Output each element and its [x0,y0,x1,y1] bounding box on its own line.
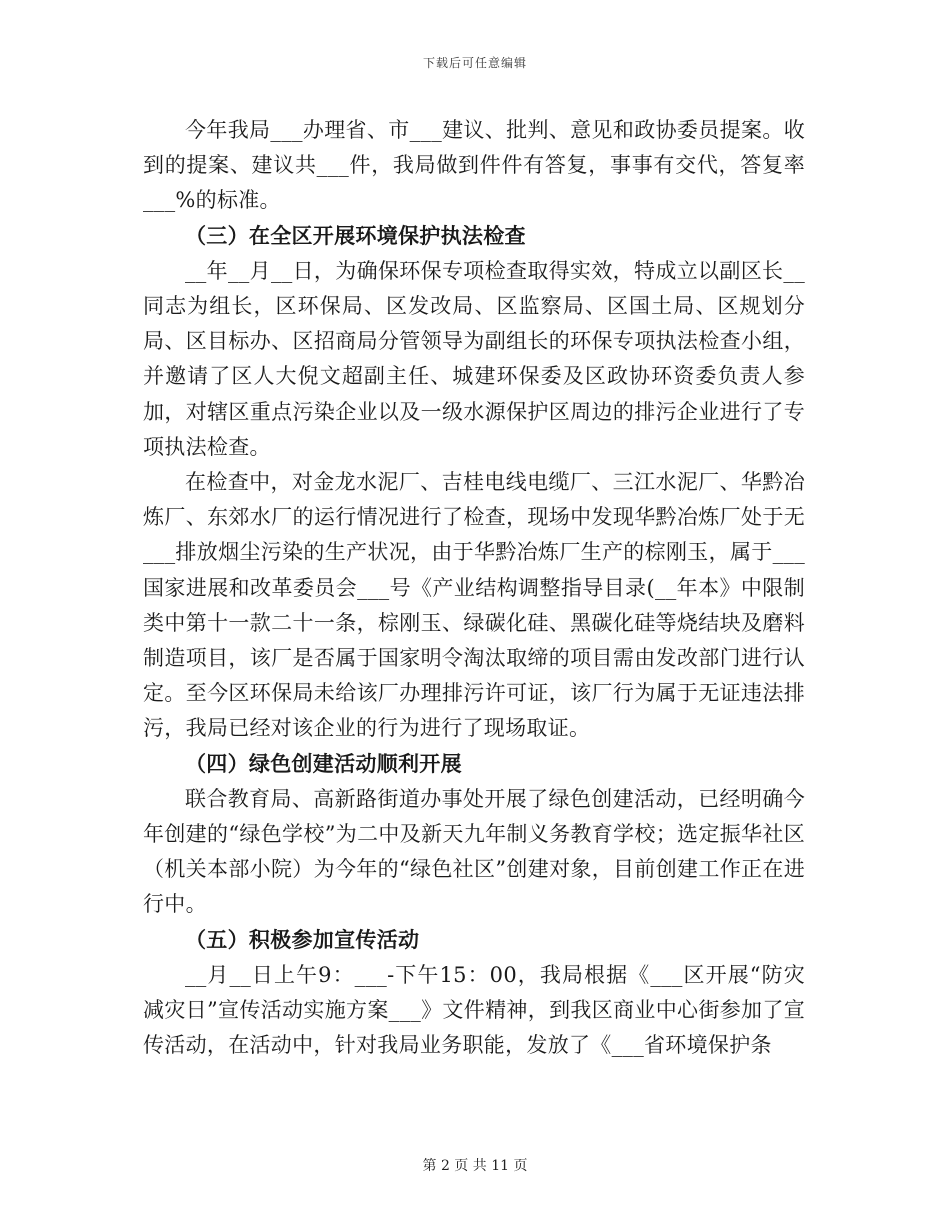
paragraph-inspection-findings: 在检查中，对金龙水泥厂、吉桂电线电缆厂、三江水泥厂、华黔冶炼厂、东郊水厂的运行情况进行了检查，现场中发现华黔冶炼厂处于无___排放烟尘污染的生产状况，由于华黔冶炼厂生产的棕刚玉，属于___国家进展和改革委员会___号《产业结构调整指导目录(__年本》中限制类中第十一款二十一条，棕刚玉、绿碳化硅、黑碳化硅等烧结块及磨料制造项目，该厂是否属于国家明令淘汰取缔的项目需由发改部门进行认定。至今区环保局未给该厂办理排污许可证，该厂行为属于无证违法排污，我局已经对该企业的行为进行了现场取证。 [143,470,805,741]
section-heading-3: （三）在全区开展环境保护执法检查 [185,223,526,248]
paragraph-publicity: __月__日上午9：___-下午15：00，我局根据《___区开展“防灾减灾日”宣传活动实施方案___》文件精神，到我区商业中心街参加了宣传活动，在活动中，针对我局业务职能，发放了《___省环境保护条 [143,962,805,1058]
page-header: 下载后可任意编辑 [422,56,527,70]
paragraph-green-creation: 联合教育局、高新路街道办事处开展了绿色创建活动，已经明确今年创建的“绿色学校”为二中及新天九年制义务教育学校；选定振华社区（机关本部小院）为今年的“绿色社区”创建对象，目前创建工作正在进行中。 [143,786,805,917]
paragraph-inspection-team: __年__月__日，为确保环保专项检查取得实效，特成立以副区长__同志为组长，区环保局、区发改局、区监察局、区国土局、区规划分局、区目标办、区招商局分管领导为副组长的环保专项执法检查小组，并邀请了区人大倪文超副主任、城建环保委及区政协环资委负责人参加，对辖区重点污染企业以及一级水源保护区周边的排污企业进行了专项执法检查。 [143,258,805,459]
section-heading-5: （五）积极参加宣传活动 [185,927,420,952]
document-body [143,113,805,1063]
paragraph-proposals: 今年我局___办理省、市___建议、批判、意见和政协委员提案。收到的提案、建议共___件，我局做到件件有答复，事事有交代，答复率___%的标准。 [143,118,805,213]
section-heading-4: （四）绿色创建活动顺利开展 [185,751,462,776]
page-number: 第 2 页 共 11 页 [422,1158,528,1174]
